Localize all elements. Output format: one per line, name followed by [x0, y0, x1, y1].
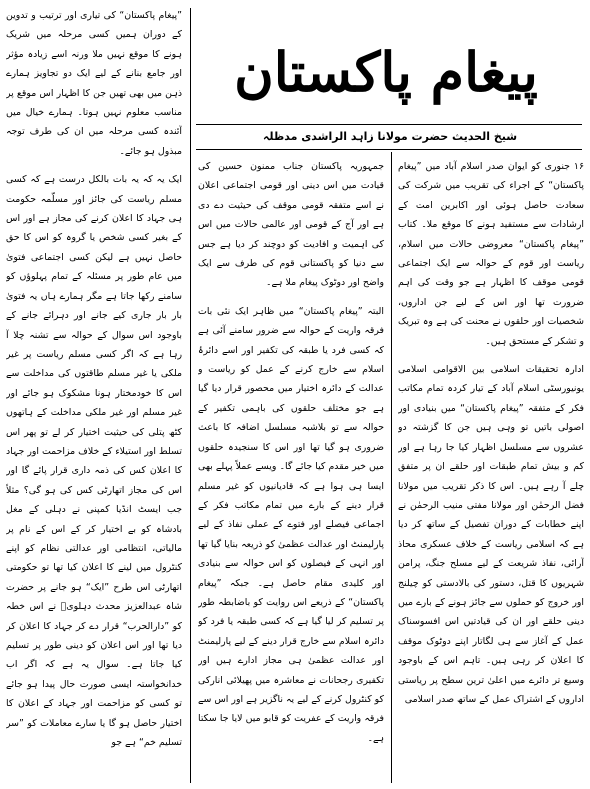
- byline-underline: [196, 149, 582, 150]
- article-column-right: [398, 157, 584, 783]
- masthead-underline: [196, 124, 582, 125]
- article-masthead: [190, 24, 582, 124]
- paragraph: ادارہ تحقیقات اسلامی بین الاقوامی اسلامی یونیورسٹی اسلام آباد کے تیار کردہ تمام مکاتب فکر کے متفقہ ”پیغام پاکستان“ میں بنیادی اور اصولی باتیں تو وہی ہیں جن کا گزشتہ دو عشروں سے مسلسل اظہار کیا جا رہا ہے اور کم و بیش تمام طبقات اور حلقے ان پر متفق چلے آ رہے ہیں۔ اس کا ذکر تقریب میں مولانا فضل الرحمٰن اور مولانا مفتی منیب الرحمٰن نے اپنے خطابات کے دوران تفصیل کے ساتھ کر دیا ہے کہ اسلامی ریاست کے خلاف عسکری محاذ آرائی، نفاذ شریعت کے لیے مسلح جنگ، پرامن شہریوں کا قتل، دستور کی بالادستی کو چیلنج اور خروج کو حملوں سے جائز ہونے کے بارے میں دینی حلقے اور ان کی قیادتیں اس افسوسناک عمل کے آغاز سے ہی لگاتار اپنے دوٹوک موقف کا اعلان کر رہی ہیں۔ تاہم اس کے باوجود وسیع تر دائرے میں اعلیٰ ترین سطح پر ریاستی اداروں کے اشتراک عمل کے ساتھ صدر اسلامی: [398, 364, 584, 705]
- column-divider: [391, 152, 392, 783]
- paragraph: ”پیغام پاکستان“ کی تیاری اور ترتیب و تدوین کے دوران ہمیں کسی مرحلہ میں شریک ہونے کا موقع نہیں ملا ورنہ اسے زیادہ مؤثر اور جامع بنانے کے لیے ایک دو تجاویز ہمارے ذہن میں بھی تھیں جن کا اظہار اس موقع پر مناسب معلوم نہیں ہوتا۔ ہمارے خیال میں آئندہ کسی مرحلہ میں ان کی طرف توجہ مبذول ہو جائے۔: [6, 10, 182, 157]
- paragraph: جمہوریہ پاکستان جناب ممنون حسین کی قیادت میں اس دینی اور قومی اجتماعی اعلان نے اسے متفقہ قومی موقف کی حیثیت دے دی ہے اور آج کے قومی اور عالمی حالات میں اس کی اہمیت و افادیت کو دوچند کر دیا ہے جس سے دنیا کو پاکستانی قوم کی طرف سے ایک واضح اور دوٹوک پیغام ملا ہے۔: [198, 161, 384, 289]
- paragraph: البتہ ”پیغام پاکستان“ میں ظاہر ایک نئی بات فرقہ واریت کے حوالہ سے ضرور سامنے آئی ہے کہ کسی فرد یا طبقہ کی تکفیر اور اسے دائرۂ اسلام سے خارج کرنے کے عمل کو ریاست و عدالت کے دائرہ اختیار میں محصور قرار دیا گیا ہے جو مختلف حلقوں کی باہمی تکفیر کے حوالہ سے تو بلاشبہ مسلسل اضافہ کا باعث ضروری ہو گیا تھا اور اس کا سنجیدہ حلقوں میں خیر مقدم کیا جائے گا۔ ویسے عملاً پہلے بھی ایسا ہی ہوا ہے کہ قادیانیوں کو غیر مسلم قرار دینے کے بارے میں تمام مکاتب فکر کے اجماعی فیصلے اور فتوے کے عملی نفاذ کے لیے پارلیمنٹ اور عدالت عظمیٰ کو ذریعہ بنایا گیا تھا اور انہی کے فیصلوں کو اس حوالہ سے بنیادی اور کلیدی مقام حاصل ہے۔ جبکہ ”پیغام پاکستان“ کے ذریعے اس روایت کو باضابطہ طور پر تسلیم کر لیا گیا ہے کہ کسی طبقہ یا فرد کو دائرہ اسلام سے خارج قرار دینے کے لیے پارلیمنٹ اور عدالت عظمیٰ ہی مجاز ادارے ہیں اور تکفیری رجحانات نے معاشرہ میں پھیلائی انارکی کو کنٹرول کرنے کے لیے یہ ناگزیر ہے اور اس سے فرقہ واریت کے عفریت کو قابو میں لایا جا سکتا ہے۔: [198, 305, 384, 744]
- paragraph: ایک یہ کہ یہ بات بالکل درست ہے کہ کسی مسلم ریاست کی جائز اور مسلّمہ حکومت ہی جہاد کا اعلان کرنے کی مجاز ہے اور اس کے بغیر کسی شخص یا گروہ کو اس کا حق حاصل نہیں ہے لیکن کسی اجتماعی فتویٰ میں عام طور پر مسئلہ کے تمام پہلوؤں کو سامنے رکھا جاتا ہے مگر ہمارے ہاں یہ فتویٰ بار بار جاری کیے جانے اور دہرائے جانے کے باوجود اس سوال کے حوالہ سے تشنہ چلا آ رہا ہے کہ اگر کسی مسلم ریاست پر غیر ملکی یا غیر مسلم طاقتوں کی مداخلت سے اس کا خودمختار ہونا مشکوک ہو جائے اور غیر مسلم اور غیر ملکی مداخلت کے ہاتھوں کٹھ پتلی کی حیثیت اختیار کر لے تو پھر اس تسلط اور استیلاء کے خلاف مزاحمت اور جہاد کا اعلان کس کی ذمہ داری قرار پائے گا اور اس کی مجاز اتھارٹی کس کی ہو گی؟ مثلاً جب ایسٹ انڈیا کمپنی نے دہلی کے مغل بادشاہ کو بے اختیار کر کے اس کے نام پر مالیاتی، انتظامی اور عدالتی نظام کو اپنے کنٹرول میں لینے کا اعلان کیا تھا تو حکومتی اتھارٹی اس طرح ”ایک“ ہو جانے پر حضرت شاہ عبدالعزیز محدث دہلویؒ نے اس خطہ کو ”دارالحرب“ قرار دے کر جہاد کا اعلان کر دیا تھا اور اس اعلان کو دینی طور پر تسلیم کیا جاتا ہے۔ سوال یہ ہے کہ اگر اب خدانخواستہ ایسی صورت حال پیدا ہو جائے تو کسی کو مزاحمت اور جہاد کے اعلان کا اختیار حاصل ہو گا یا سارے معاملات کو ”سر تسلیم خم“ ہے جو: [6, 174, 182, 749]
- article-title: پیغام پاکستان: [234, 40, 538, 104]
- column-divider: [190, 8, 191, 783]
- article-column-middle: [198, 157, 384, 783]
- article-byline: شیخ الحدیث حضرت مولانا زاہد الراشدی مدظلہ: [262, 130, 518, 143]
- article-column-left: [6, 6, 182, 783]
- paragraph: ۱۶ جنوری کو ایوان صدر اسلام آباد میں ”پیغام پاکستان“ کے اجراء کی تقریب میں شرکت کی سعادت حاصل ہوئی اور اکابرین امت کے ارشادات سے مستفید ہونے کا موقع ملا۔ کتاب ”پیغام پاکستان“ معروضی حالات میں اسلام، ریاست اور قوم کے حوالہ سے ایک اجتماعی قومی موقف کا اظہار ہے جو وقت کی اہم ضرورت تھا اور اس کے لیے جن اداروں، شخصیات اور حلقوں نے محنت کی ہے وہ تبریک و تشکر کے مستحق ہیں۔: [398, 161, 584, 347]
